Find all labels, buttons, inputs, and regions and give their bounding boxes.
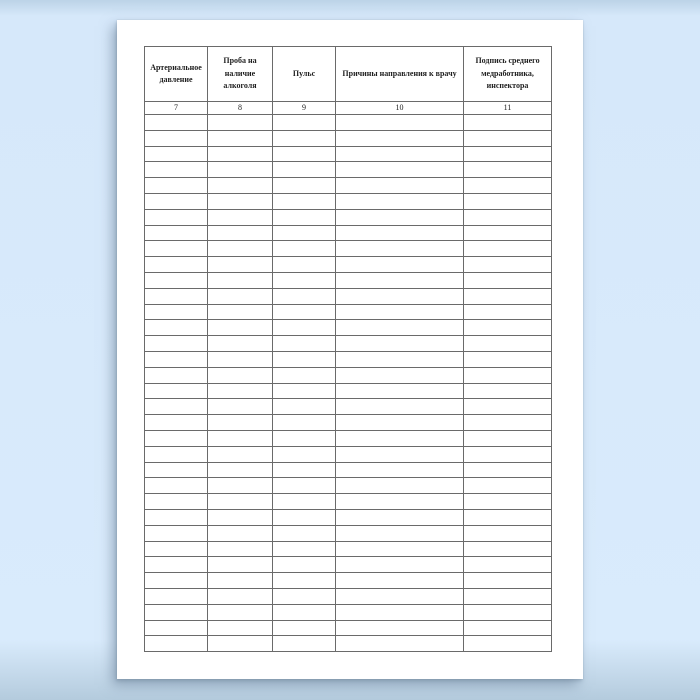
table-cell [273,620,336,636]
table-cell [464,115,552,131]
table-cell [336,573,464,589]
table-row [145,130,552,146]
table-cell [145,494,208,510]
table-cell [208,272,273,288]
table-cell [273,115,336,131]
table-cell [273,130,336,146]
table-cell [336,257,464,273]
table-cell [208,509,273,525]
table-row [145,336,552,352]
table-cell [336,399,464,415]
table-row [145,588,552,604]
table-cell [464,383,552,399]
table-cell [208,415,273,431]
table-cell [336,178,464,194]
table-cell [145,241,208,257]
table-row [145,288,552,304]
table-cell [464,320,552,336]
table-row [145,241,552,257]
table-cell [464,193,552,209]
table-cell [145,115,208,131]
table-row [145,525,552,541]
table-cell [464,557,552,573]
table-cell [273,588,336,604]
table-cell [464,241,552,257]
table-cell [145,162,208,178]
table-cell [464,509,552,525]
table-row [145,272,552,288]
table-cell [336,367,464,383]
table-row [145,478,552,494]
table-cell [208,257,273,273]
table-cell [208,557,273,573]
table-row [145,115,552,131]
table-cell [336,478,464,494]
table-cell [145,588,208,604]
table-cell [208,383,273,399]
column-number-cell: 7 [145,102,208,115]
table-cell [273,288,336,304]
table-cell [145,130,208,146]
table-cell [145,146,208,162]
table-row [145,557,552,573]
table-cell [145,573,208,589]
table-cell [464,351,552,367]
table-cell [145,620,208,636]
table-row [145,604,552,620]
table-cell [336,193,464,209]
table-cell [336,604,464,620]
table-cell [208,320,273,336]
table-cell [273,383,336,399]
table-header-row [145,47,552,102]
column-number-cell: 9 [273,102,336,115]
table-row [145,636,552,652]
table-row [145,383,552,399]
table-cell [464,430,552,446]
table-cell [208,336,273,352]
table-cell [273,178,336,194]
table-cell [208,573,273,589]
table-row [145,430,552,446]
table-cell [145,367,208,383]
table-cell [208,462,273,478]
column-number-cell: 8 [208,102,273,115]
table-cell [273,304,336,320]
table-body [145,115,552,652]
table-cell [336,209,464,225]
table-cell [145,272,208,288]
table-cell [273,573,336,589]
table-cell [145,383,208,399]
table-cell [336,509,464,525]
table-cell [336,494,464,510]
document-page [117,20,583,679]
table-cell [336,430,464,446]
table-row [145,462,552,478]
header-cell-blood-pressure: Артериальное давление [145,47,208,102]
table-cell [145,288,208,304]
table-cell [208,367,273,383]
table-cell [145,509,208,525]
table-cell [464,304,552,320]
table-cell [464,257,552,273]
table-cell [145,320,208,336]
table-row [145,573,552,589]
table-cell [273,462,336,478]
table-cell [464,541,552,557]
table-cell [336,225,464,241]
table-cell [273,604,336,620]
table-cell [273,399,336,415]
column-number-cell: 10 [336,102,464,115]
table-cell [145,446,208,462]
table-cell [464,446,552,462]
table-row [145,446,552,462]
table-cell [336,241,464,257]
table-cell [145,557,208,573]
table-cell [145,541,208,557]
table-row [145,304,552,320]
table-cell [145,193,208,209]
table-cell [273,557,336,573]
column-number-row [145,102,552,115]
table-cell [208,288,273,304]
table-cell [208,225,273,241]
table-cell [336,288,464,304]
table-cell [336,115,464,131]
table-cell [208,193,273,209]
table-row [145,620,552,636]
table-cell [208,525,273,541]
table-cell [464,415,552,431]
table-cell [145,178,208,194]
table-cell [336,415,464,431]
table-cell [208,209,273,225]
table-cell [336,351,464,367]
table-cell [208,446,273,462]
table-cell [208,146,273,162]
table-cell [145,209,208,225]
table-row [145,320,552,336]
table-row [145,193,552,209]
table-cell [464,288,552,304]
table-cell [464,209,552,225]
table-cell [336,462,464,478]
table-cell [208,478,273,494]
table-cell [336,446,464,462]
table-cell [208,115,273,131]
table-cell [336,130,464,146]
table-cell [464,573,552,589]
table-row [145,178,552,194]
table-cell [464,272,552,288]
table-cell [145,604,208,620]
table-cell [273,430,336,446]
table-cell [464,162,552,178]
table-cell [273,225,336,241]
table-row [145,162,552,178]
table-cell [208,130,273,146]
table-cell [145,257,208,273]
header-cell-alcohol-test: Проба на наличие алкоголя [208,47,273,102]
table-cell [273,320,336,336]
table-cell [208,304,273,320]
table-cell [464,478,552,494]
table-cell [273,636,336,652]
table-cell [464,336,552,352]
table-row [145,541,552,557]
table-cell [208,636,273,652]
table-cell [208,494,273,510]
table-cell [336,620,464,636]
table-cell [273,272,336,288]
table-cell [464,588,552,604]
table-cell [208,241,273,257]
table-cell [336,320,464,336]
table-cell [336,162,464,178]
table-cell [145,430,208,446]
table-cell [464,130,552,146]
table-cell [464,620,552,636]
table-cell [145,399,208,415]
header-cell-signature: Подпись среднего медработника, инспектора [464,47,552,102]
table-row [145,146,552,162]
table-cell [336,304,464,320]
table-cell [273,162,336,178]
table-row [145,367,552,383]
table-row [145,225,552,241]
table-cell [273,257,336,273]
table-cell [145,525,208,541]
table-row [145,415,552,431]
table-cell [464,462,552,478]
table-cell [336,272,464,288]
table-cell [145,462,208,478]
table-row [145,509,552,525]
table-cell [208,588,273,604]
table-cell [273,478,336,494]
table-cell [145,304,208,320]
table-cell [273,241,336,257]
table-cell [336,636,464,652]
table-cell [273,351,336,367]
table-cell [145,351,208,367]
column-number-cell: 11 [464,102,552,115]
table-row [145,351,552,367]
table-cell [208,604,273,620]
table-row [145,494,552,510]
table-cell [145,225,208,241]
table-cell [464,146,552,162]
table-cell [145,478,208,494]
table-cell [273,336,336,352]
table-cell [145,636,208,652]
table-cell [336,336,464,352]
table-cell [464,399,552,415]
table-cell [336,588,464,604]
table-cell [464,367,552,383]
table-cell [208,162,273,178]
table-cell [273,446,336,462]
table-cell [273,541,336,557]
table-cell [208,620,273,636]
table-row [145,399,552,415]
header-cell-referral-reasons: Причины направления к врачу [336,47,464,102]
table-cell [336,541,464,557]
table-cell [208,541,273,557]
table-cell [464,604,552,620]
table-cell [145,415,208,431]
table-cell [273,509,336,525]
table-cell [336,146,464,162]
registration-log-table [144,46,552,652]
table-row [145,257,552,273]
table-cell [273,146,336,162]
table-cell [336,557,464,573]
table-cell [273,193,336,209]
table-cell [273,209,336,225]
table-cell [336,525,464,541]
header-cell-pulse: Пульс [273,47,336,102]
table-cell [208,399,273,415]
table-cell [336,383,464,399]
table-row [145,209,552,225]
table-cell [464,225,552,241]
table-cell [464,178,552,194]
table-cell [208,351,273,367]
table-cell [273,494,336,510]
table-cell [145,336,208,352]
table-cell [208,430,273,446]
table-cell [208,178,273,194]
table-cell [273,525,336,541]
table-cell [273,415,336,431]
table-cell [464,525,552,541]
table-cell [273,367,336,383]
table-cell [464,636,552,652]
table-cell [464,494,552,510]
